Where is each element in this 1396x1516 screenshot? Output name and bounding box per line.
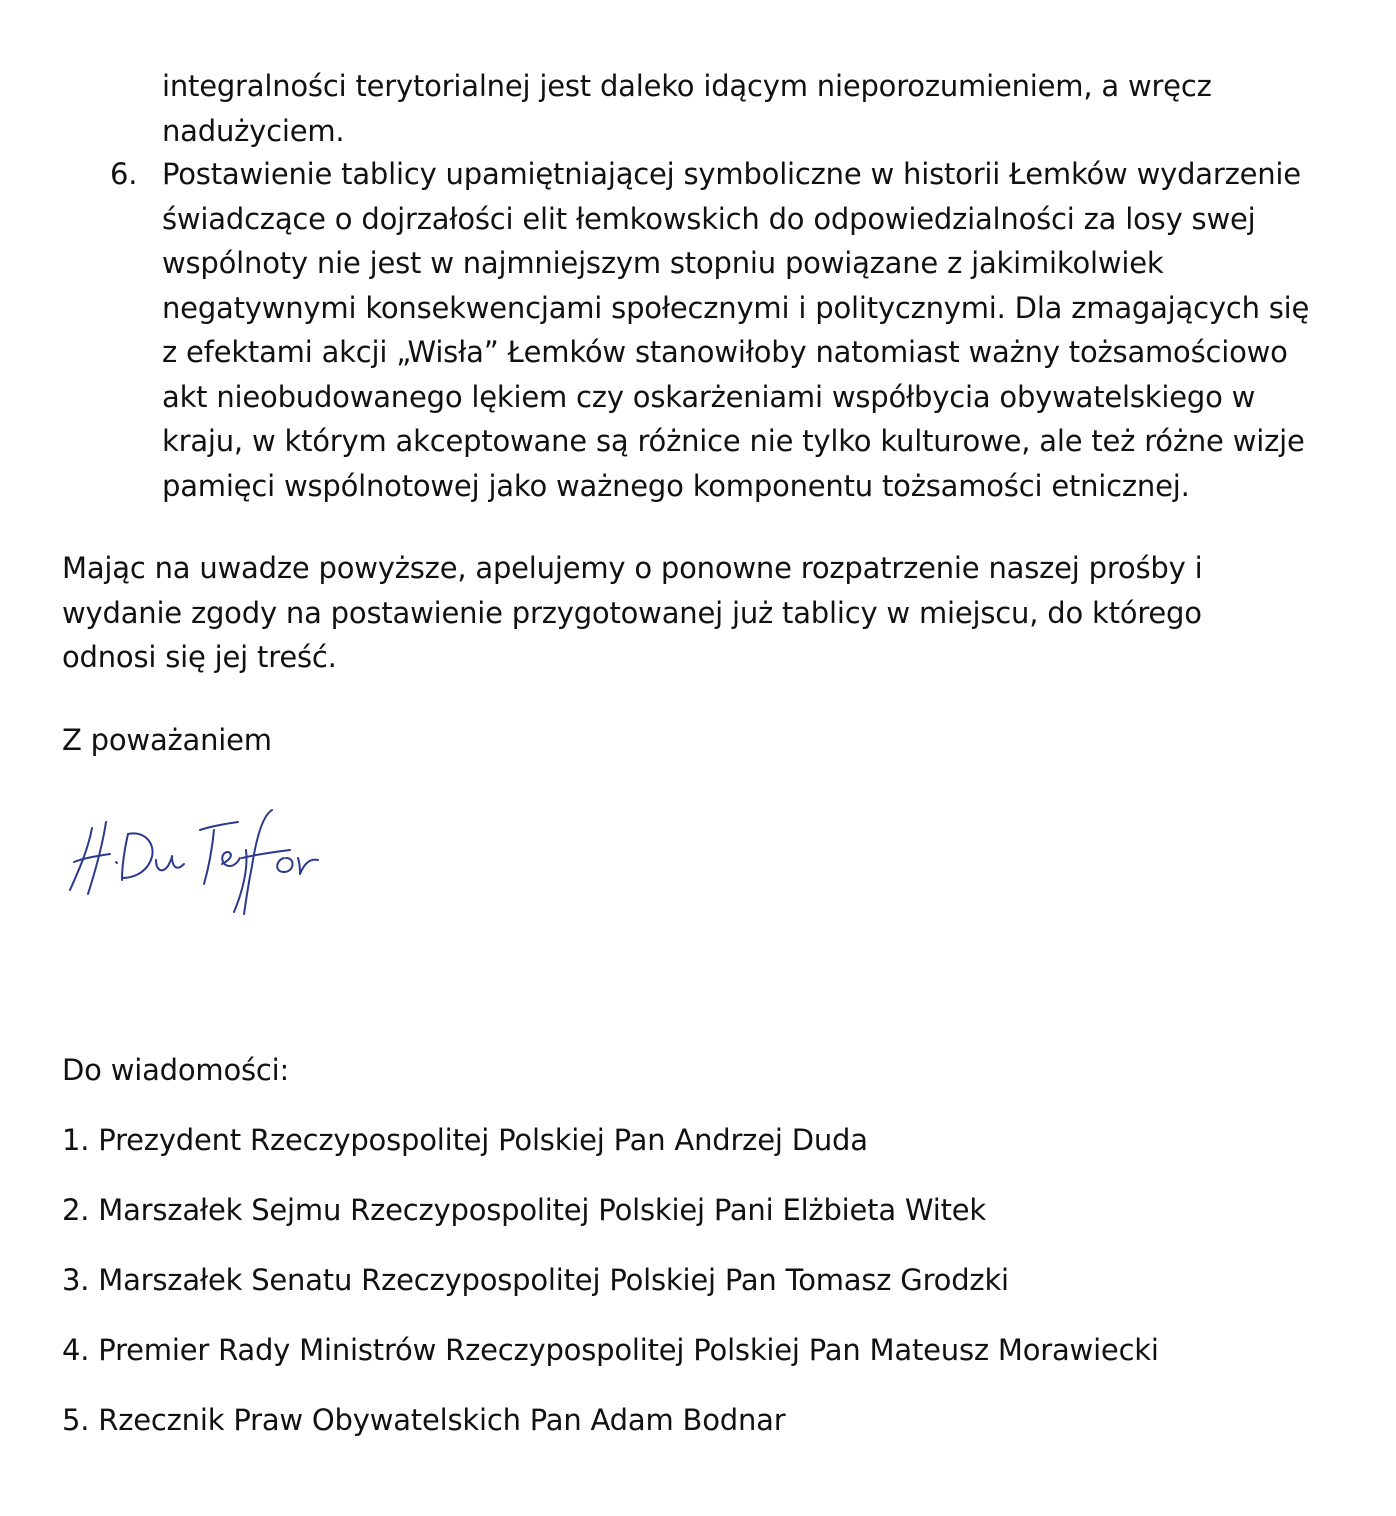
list-item: 5. Rzecznik Praw Obywatelskich Pan Adam Bodnar [62,1403,786,1437]
closing-paragraph [62,546,1202,680]
handwritten-signature [62,800,332,920]
cc-list [62,1118,1159,1468]
item-number: 6. [110,157,138,191]
item5-continuation [162,64,1212,153]
paragraph-line: wspólnoty nie jest w najmniejszym stopniu powiązane z jakimikolwiek [162,246,1164,280]
paragraph-line: odnosi się jej treść. [62,640,337,674]
paragraph-line: z efektami akcji „Wisła” Łemków stanowiłoby natomiast ważny tożsamościowo [162,335,1288,369]
paragraph-line: akt nieobudowanego lękiem czy oskarżeniami współbycia obywatelskiego w [162,379,1256,414]
paragraph-line: pamięci wspólnotowej jako ważnego komponentu tożsamości etnicznej. [162,468,1190,503]
paragraph-line: kraju, w którym akceptowane są różnice nie tylko kulturowe, ale też różne wizje [162,424,1305,458]
paragraph-line: negatywnymi konsekwencjami społecznymi i politycznymi. Dla zmagających się [162,290,1310,325]
paragraph-line: nadużyciem. [162,113,345,148]
list-item: 3. Marszałek Senatu Rzeczypospolitej Polskiej Pan Tomasz Grodzki [62,1263,1009,1297]
paragraph-line: wydanie zgody na postawienie przygotowanej już tablicy w miejscu, do którego [62,595,1202,630]
paragraph-line: integralności terytorialnej jest daleko idącym nieporozumieniem, a wręcz [162,69,1212,103]
list-item: 2. Marszałek Sejmu Rzeczypospolitej Polskiej Pani Elżbieta Witek [62,1193,987,1227]
paragraph-line: Postawienie tablicy upamiętniającej symboliczne w historii Łemków wydarzenie [162,157,1301,191]
paragraph-line: świadczące o dojrzałości elit łemkowskich do odpowiedzialności za losy swej [162,201,1256,236]
greeting: Z poważaniem [62,723,272,757]
paragraph-line: Mając na uwadze powyższe, apelujemy o ponowne rozpatrzenie naszej prośby i [62,551,1203,585]
cc-heading: Do wiadomości: [62,1053,290,1087]
list-item: 1. Prezydent Rzeczypospolitej Polskiej Pan Andrzej Duda [62,1123,868,1157]
item-body [162,152,1309,508]
list-item: 4. Premier Rady Ministrów Rzeczypospolitej Polskiej Pan Mateusz Morawiecki [62,1333,1159,1367]
